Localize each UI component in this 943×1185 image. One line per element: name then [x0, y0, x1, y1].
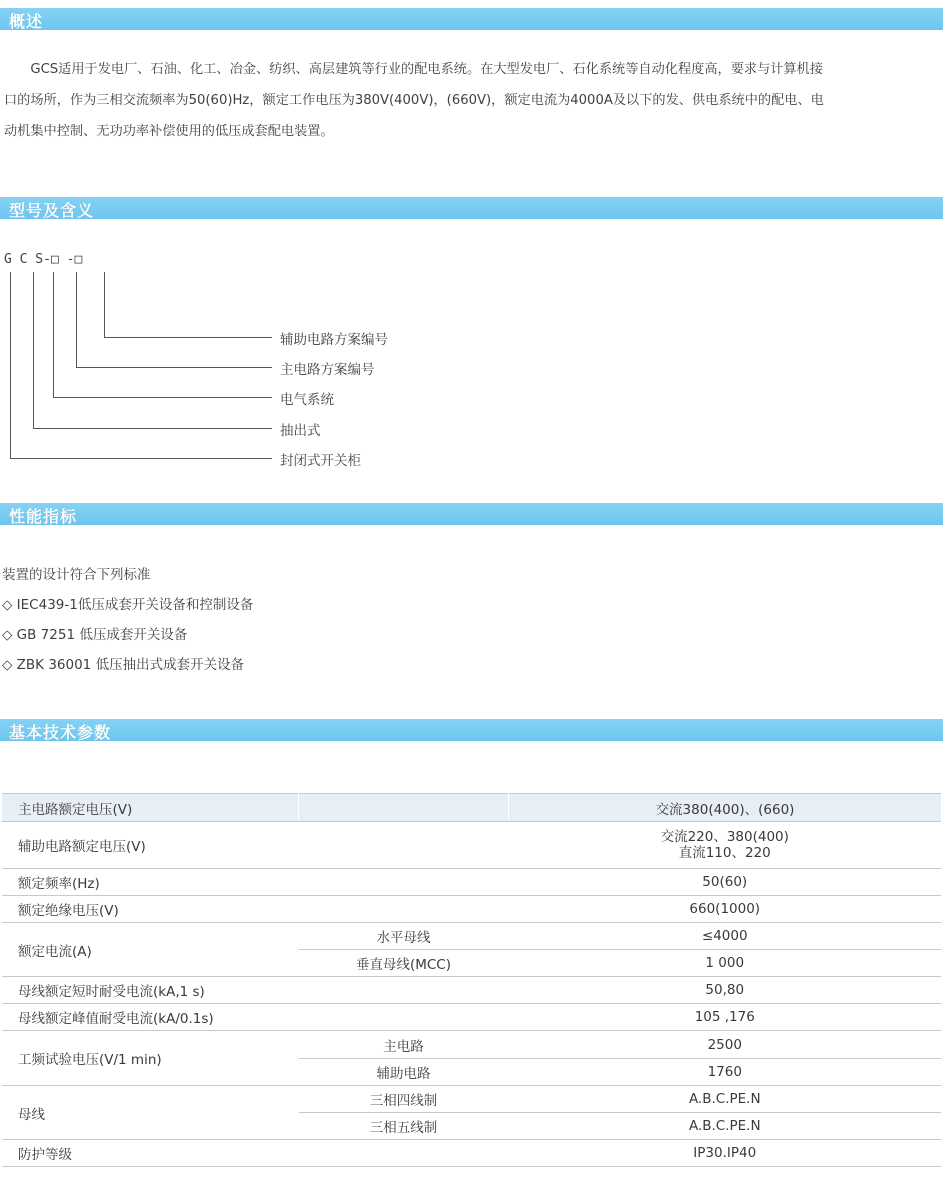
table-row: [2, 977, 941, 1004]
standards-intro: 装置的设计符合下列标准: [2, 567, 151, 583]
param-label: 额定绝缘电压(V): [2, 896, 299, 923]
diagram-label: 电气系统: [280, 392, 334, 408]
leader-line: [33, 428, 272, 429]
param-value: 50(60): [509, 869, 942, 896]
param-label: 额定电流(A): [2, 923, 299, 977]
diagram-label: 封闭式开关柜: [280, 453, 361, 469]
standard-item: ◇ GB 7251 低压成套开关设备: [2, 627, 188, 643]
param-label: 工频试验电压(V/1 min): [2, 1031, 299, 1086]
overview-line: 口的场所，作为三相交流频率为50(60)Hz，额定工作电压为380V(400V)，(660V)，额定电流为4000A及以下的发、供电系统中的配电、电: [4, 93, 824, 108]
leader-line: [76, 272, 77, 368]
param-sub: 三相五线制: [299, 1113, 509, 1140]
leader-line: [53, 397, 272, 398]
overview-line: GCS适用于发电厂、石油、化工、冶金、纺织、高层建筑等行业的配电系统。在大型发电厂、石化系统等自动化程度高，要求与计算机接: [4, 62, 824, 77]
overview-paragraph: [4, 54, 939, 147]
param-label: 辅助电路额定电压(V): [2, 822, 299, 869]
leader-line: [53, 272, 54, 398]
standard-item: ◇ ZBK 36001 低压抽出式成套开关设备: [2, 657, 245, 673]
leader-line: [76, 367, 272, 368]
param-value: ≤4000: [509, 923, 942, 950]
param-label: 主电路额定电压(V): [2, 794, 299, 822]
param-value: A.B.C.PE.N: [509, 1086, 942, 1113]
leader-line: [10, 458, 272, 459]
param-value-line: 直流110、220: [678, 845, 771, 861]
param-label: 防护等级: [2, 1140, 299, 1167]
diagram-label: 抽出式: [280, 423, 321, 439]
param-sub: 主电路: [299, 1031, 509, 1059]
section-header-model: [0, 197, 943, 219]
table-row: [2, 794, 941, 822]
param-value: 660(1000): [509, 896, 942, 923]
param-value: IP30.IP40: [509, 1140, 942, 1167]
param-label: 母线额定峰值耐受电流(kA/0.1s): [2, 1004, 299, 1031]
table-row: [2, 869, 941, 896]
param-sub: [299, 794, 509, 822]
leader-line: [104, 337, 272, 338]
section-header-performance: [0, 503, 943, 525]
section-header-params: [0, 719, 943, 741]
param-label: 母线: [2, 1086, 299, 1140]
param-value-line: 交流220、380(400): [660, 829, 789, 845]
param-value: 交流380(400)、(660): [509, 794, 942, 822]
param-sub: 垂直母线(MCC): [299, 950, 509, 977]
diagram-label: 主电路方案编号: [280, 362, 375, 378]
param-value: 2500: [509, 1031, 942, 1059]
param-value: 50,80: [509, 977, 942, 1004]
params-table: [2, 793, 941, 1167]
param-value: 105 ,176: [509, 1004, 942, 1031]
table-row: [2, 822, 941, 869]
param-label: 母线额定短时耐受电流(kA,1 s): [2, 977, 299, 1004]
table-row: [2, 896, 941, 923]
param-sub: [299, 869, 509, 896]
leader-line: [33, 272, 34, 429]
table-row: [2, 1086, 941, 1113]
param-sub: [299, 896, 509, 923]
table-row: [2, 923, 941, 950]
param-value: 1760: [509, 1059, 942, 1086]
table-row: [2, 1140, 941, 1167]
param-value: [509, 822, 942, 869]
param-value: 1 000: [509, 950, 942, 977]
section-title: 型号及含义: [9, 201, 95, 220]
leader-line: [104, 272, 105, 338]
section-title: 基本技术参数: [9, 723, 112, 742]
param-value: A.B.C.PE.N: [509, 1113, 942, 1140]
param-sub: [299, 822, 509, 869]
leader-line: [10, 272, 11, 459]
param-sub: [299, 1140, 509, 1167]
param-sub: 辅助电路: [299, 1059, 509, 1086]
table-row: [2, 1031, 941, 1059]
overview-line: 动机集中控制、无功功率补偿使用的低压成套配电装置。: [4, 124, 334, 139]
param-label: 额定频率(Hz): [2, 869, 299, 896]
diagram-label: 辅助电路方案编号: [280, 332, 388, 348]
table-row: [2, 1004, 941, 1031]
param-sub: [299, 1004, 509, 1031]
param-sub: [299, 977, 509, 1004]
standard-item: ◇ IEC439-1低压成套开关设备和控制设备: [2, 597, 254, 613]
section-title: 性能指标: [9, 507, 78, 526]
param-sub: 三相四线制: [299, 1086, 509, 1113]
section-title: 概述: [9, 12, 44, 31]
section-header-overview: [0, 8, 943, 30]
model-code: G C S-□ -□: [4, 252, 83, 267]
param-sub: 水平母线: [299, 923, 509, 950]
